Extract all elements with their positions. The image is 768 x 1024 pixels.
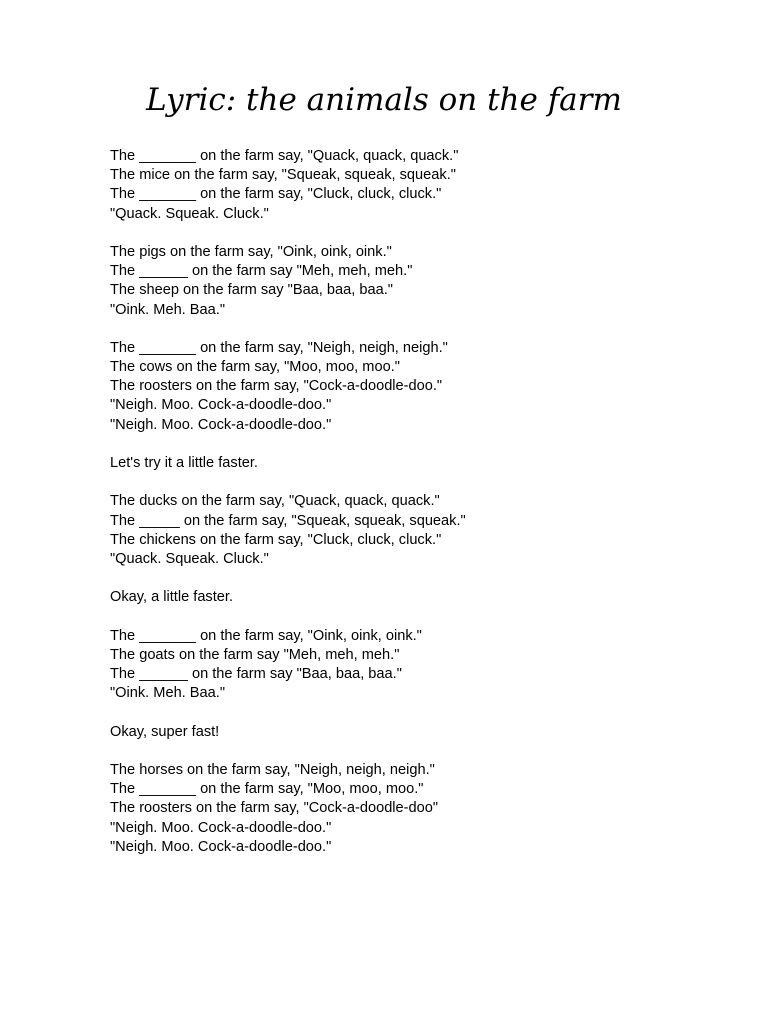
lyric-line: "Neigh. Moo. Cock-a-doodle-doo." <box>110 819 332 836</box>
lyric-line: The cows on the farm say, "Moo, moo, moo." <box>110 359 400 376</box>
stanza <box>110 454 730 473</box>
stanza-gap <box>110 703 730 722</box>
stanza-gap <box>110 473 730 492</box>
stanza <box>110 492 730 569</box>
lyric-line: The ducks on the farm say, "Quack, quack, quack." <box>110 493 440 510</box>
lyric-line: The chickens on the farm say, "Cluck, cluck, cluck." <box>110 531 442 548</box>
stanza-gap <box>110 608 730 627</box>
lyric-line: The _______ on the farm say, "Neigh, neigh, neigh." <box>110 339 448 356</box>
lyric-line: The _______ on the farm say, "Oink, oink, oink." <box>110 627 422 644</box>
lyric-line: "Neigh. Moo. Cock-a-doodle-doo." <box>110 838 332 855</box>
stanza-gap <box>110 224 730 243</box>
stanza <box>110 761 730 857</box>
lyric-line: Let's try it a little faster. <box>110 455 258 471</box>
lyric-line: Okay, super fast! <box>110 723 220 740</box>
lyric-line: "Neigh. Moo. Cock-a-doodle-doo." <box>110 397 332 414</box>
lyric-line: The goats on the farm say "Meh, meh, meh." <box>110 646 400 663</box>
lyric-line: The ______ on the farm say "Meh, meh, meh." <box>110 263 413 280</box>
lyric-line: The sheep on the farm say "Baa, baa, baa." <box>110 282 393 299</box>
lyric-line: The _____ on the farm say, "Squeak, squeak, squeak." <box>110 512 466 529</box>
stanza <box>110 243 730 320</box>
lyric-line: The _______ on the farm say, "Cluck, cluck, cluck." <box>110 186 442 203</box>
lyric-line: The _______ on the farm say, "Moo, moo, moo." <box>110 781 424 798</box>
lyric-line: The roosters on the farm say, "Cock-a-doodle-doo" <box>110 800 439 817</box>
stanza-gap <box>110 320 730 339</box>
stanza-gap <box>110 742 730 761</box>
lyric-line: "Oink. Meh. Baa." <box>110 301 225 318</box>
stanza <box>110 627 730 704</box>
stanza-gap <box>110 435 730 454</box>
lyric-line: The _______ on the farm say, "Quack, quack, quack." <box>110 148 459 164</box>
lyric-line: "Quack. Squeak. Cluck." <box>110 550 269 567</box>
lyric-line: "Oink. Meh. Baa." <box>110 685 225 702</box>
lyric-line: The ______ on the farm say "Baa, baa, baa." <box>110 666 402 683</box>
lyric-line: The mice on the farm say, "Squeak, squeak, squeak." <box>110 167 456 184</box>
document-title: Lyric: the animals on the farm <box>146 82 622 118</box>
lyric-line: The pigs on the farm say, "Oink, oink, oink." <box>110 243 392 260</box>
stanza-gap <box>110 569 730 588</box>
lyric-line: Okay, a little faster. <box>110 589 234 606</box>
lyric-line: The horses on the farm say, "Neigh, neigh, neigh." <box>110 762 435 778</box>
stanza <box>110 588 730 607</box>
stanza <box>110 339 730 435</box>
lyric-line: "Neigh. Moo. Cock-a-doodle-doo." <box>110 416 332 433</box>
lyric-line: "Quack. Squeak. Cluck." <box>110 205 269 222</box>
stanza <box>110 723 730 742</box>
lyric-line: The roosters on the farm say, "Cock-a-doodle-doo." <box>110 378 443 395</box>
stanza <box>110 147 730 224</box>
lyrics-body <box>110 147 730 857</box>
